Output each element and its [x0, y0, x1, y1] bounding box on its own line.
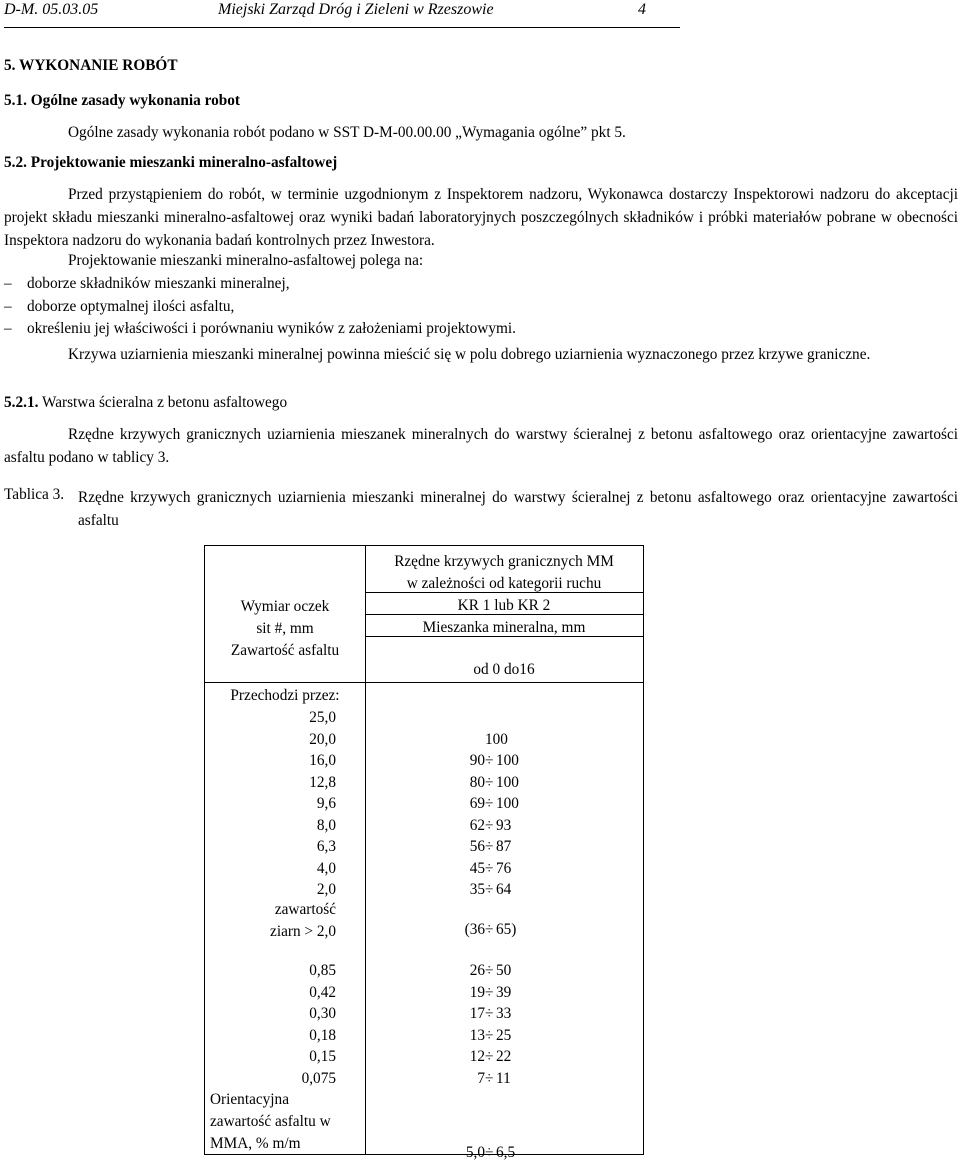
range-symbol: ÷: [485, 795, 494, 812]
range-min: 80: [469, 773, 485, 791]
section-5-1-text: Ogólne zasady wykonania robót podano w SST D-M-00.00.00 „Wymagania ogólne” pkt 5.: [68, 124, 626, 141]
grain-label: ziarn > 2,0: [270, 923, 336, 940]
header-traffic-category: w zależności od kategorii ruchu: [406, 575, 602, 592]
range-min: 5,0: [465, 1144, 485, 1161]
header-sieve-unit: sit #, mm: [256, 620, 314, 637]
section-5-title: 5. WYKONANIE ROBÓT: [4, 57, 178, 74]
sieve-size: 0,15: [309, 1048, 336, 1065]
sieve-size: 0,85: [309, 962, 336, 979]
grain-label: zawartość: [274, 901, 336, 918]
sieve-size: 0,42: [309, 983, 336, 1001]
range-max: 39: [496, 983, 512, 1001]
range-symbol: ÷: [485, 962, 494, 979]
sieve-size: 6,3: [316, 838, 336, 855]
sieve-size: 16,0: [309, 752, 336, 769]
range-symbol: ÷: [485, 1048, 494, 1065]
header-grading-limits: Rzędne krzywych granicznych MM: [394, 553, 614, 570]
table-caption-text: Rzędne krzywych granicznych uziarnienia mieszanki mineralnej do warstwy ścieralnej z betonu asfaltowego oraz orientacyjne zawartości asfaltu: [78, 489, 958, 530]
range-max: 6,5: [496, 1144, 516, 1161]
range-max: 25: [496, 1026, 512, 1044]
range-min: (36: [464, 921, 485, 938]
header-grading-range: od 0 do16: [473, 661, 535, 678]
table-caption-label: Tablica 3.: [4, 486, 65, 503]
range-max: 100: [496, 773, 519, 791]
section-5-2-paragraph-3: Krzywa uziarnienia mieszanki mineralnej powinna mieścić się w polu dobrego uziarnienia wyznaczonego przez krzywe graniczne.: [68, 346, 871, 363]
section-5-1-title: 5.1. Ogólne zasady wykonania robot: [4, 92, 241, 109]
range-symbol: ÷: [485, 1026, 494, 1044]
range-max: 33: [496, 1005, 512, 1022]
header-asphalt-content: Zawartość asfaltu: [230, 642, 340, 659]
range-symbol: ÷: [485, 752, 494, 769]
institution-name: Miejski Zarząd Dróg i Zieleni w Rzeszowie: [218, 1, 494, 18]
range-min: 12: [469, 1048, 485, 1065]
range-symbol: ÷: [485, 816, 494, 834]
range-min: 62: [469, 816, 485, 834]
header-sieve-size: Wymiar oczek: [240, 598, 330, 615]
header-kr-category: KR 1 lub KR 2: [457, 597, 551, 614]
sieve-size: 2,0: [316, 881, 336, 898]
range-symbol: ÷: [485, 1069, 494, 1087]
section-5-2-paragraph-2: Projektowanie mieszanki mineralno-asfaltowej polega na:: [68, 252, 424, 269]
range-min: 90: [469, 752, 485, 769]
range-min: 45: [469, 859, 485, 877]
asphalt-label: Orientacyjna: [210, 1091, 289, 1108]
page-number: 4: [638, 1, 646, 18]
sieve-size: 12,8: [309, 773, 336, 791]
range-max: 65): [496, 921, 517, 938]
range-max: 11: [496, 1069, 511, 1087]
range-symbol: ÷: [485, 1005, 494, 1022]
range-symbol: ÷: [485, 773, 494, 791]
bullet-item: – doborze optymalnej ilości asfaltu,: [4, 298, 235, 315]
asphalt-label: zawartość asfaltu w: [210, 1113, 331, 1130]
range-max: 100: [496, 752, 519, 769]
range-max: 76: [496, 859, 512, 877]
range-min: 7: [477, 1069, 485, 1087]
range-symbol: ÷: [485, 838, 494, 855]
range-min: 100: [485, 730, 508, 748]
range-max: 50: [496, 962, 512, 979]
range-symbol: ÷: [485, 881, 494, 898]
range-min: 69: [469, 795, 485, 812]
range-min: 56: [469, 838, 485, 855]
sieve-size: 25,0: [309, 709, 336, 726]
header-rule: [4, 27, 680, 28]
range-symbol: ÷: [485, 1144, 494, 1161]
range-min: 35: [469, 881, 485, 898]
sieve-size: 8,0: [316, 816, 336, 834]
section-5-2-1-heading: 5.2.1. Warstwa ścieralna z betonu asfaltowego: [4, 394, 288, 411]
sieve-size: 0,075: [301, 1069, 336, 1087]
range-symbol: ÷: [485, 859, 494, 877]
range-symbol: ÷: [485, 921, 494, 938]
table-3: [204, 545, 644, 1161]
table-rule: [205, 682, 643, 683]
sieve-size: 9,6: [316, 795, 336, 812]
range-max: 87: [496, 838, 512, 855]
range-symbol: ÷: [485, 983, 494, 1001]
section-5-2-paragraph-1: Przed przystąpieniem do robót, w terminie uzgodnionym z Inspektorem nadzoru, Wykonawca dostarczy Inspektorowi nadzoru do akceptacji projekt składu mieszanki mineralno-asfaltowej oraz wyniki badań laboratoryjnych poszczególnych składników i próbki materiałów pobrane w obecności Inspektora nadzoru do wykonania badań kontrolnych przez Inwestora.: [4, 186, 958, 250]
range-max: 100: [496, 795, 519, 812]
range-min: 19: [469, 983, 485, 1001]
section-5-2-title: 5.2. Projektowanie mieszanki mineralno-asfaltowej: [4, 154, 338, 171]
sieve-size: 0,18: [309, 1026, 336, 1044]
range-min: 13: [469, 1026, 485, 1044]
sieve-size: 20,0: [309, 730, 336, 748]
doc-code: D-M. 05.03.05: [4, 1, 99, 18]
bullet-item: – określeniu jej właściwości i porównaniu wyników z założeniami projektowymi.: [4, 320, 516, 337]
range-max: 93: [496, 816, 512, 834]
passes-label: Przechodzi przez:: [230, 687, 340, 704]
range-max: 22: [496, 1048, 512, 1065]
range-min: 26: [469, 962, 485, 979]
header-mineral-mix: Mieszanka mineralna, mm: [422, 619, 586, 636]
sieve-size: 0,30: [309, 1005, 336, 1022]
section-5-2-1-text: Rzędne krzywych granicznych uziarnienia mieszanek mineralnych do warstwy ścieralnej z betonu asfaltowego oraz orientacyjne zawartości asfaltu podano w tablicy 3.: [4, 426, 958, 467]
bullet-item: – doborze składników mieszanki mineralnej,: [4, 275, 290, 292]
range-min: 17: [469, 1005, 485, 1022]
range-max: 64: [496, 881, 512, 898]
sieve-size: 4,0: [316, 859, 336, 877]
asphalt-label: MMA, % m/m: [210, 1135, 301, 1152]
